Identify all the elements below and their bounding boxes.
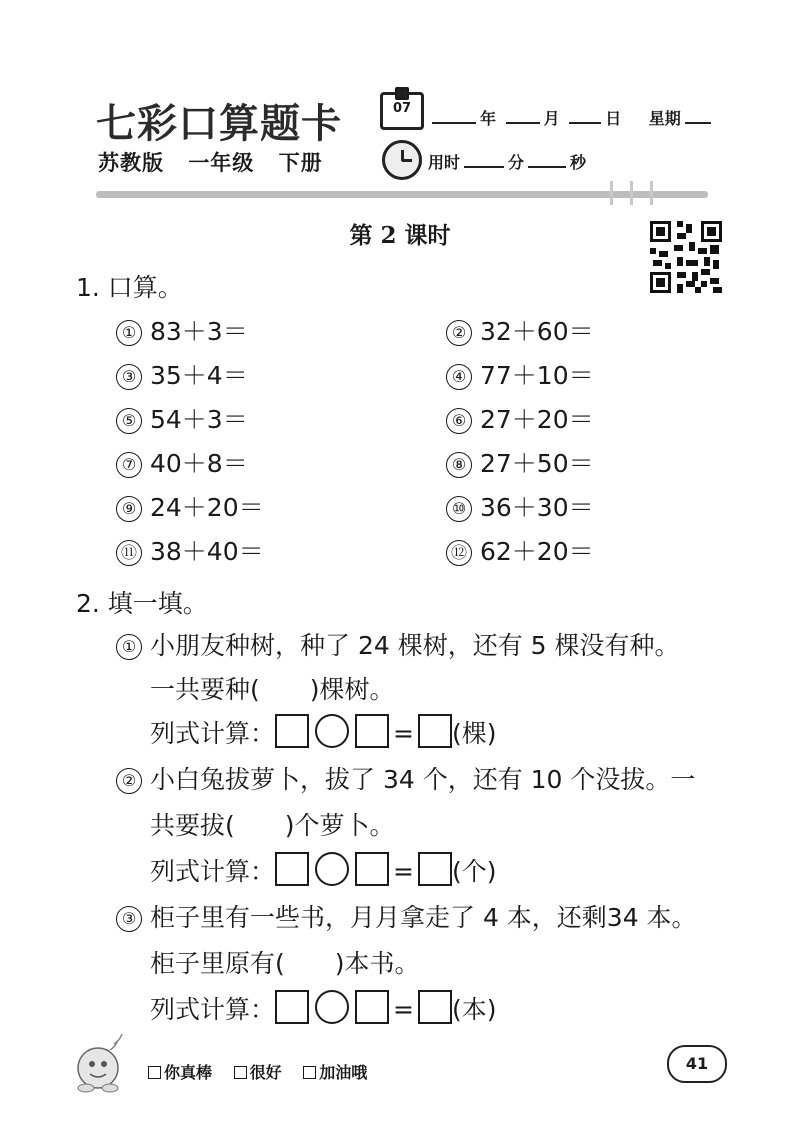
item-number: ⑨ [116, 496, 142, 522]
year-label: 年 [480, 109, 497, 128]
question-2-title: 2. 填一填。 [76, 589, 208, 618]
formula-label: 列式计算： [150, 719, 276, 748]
item-expression: 38＋40＝ [150, 537, 264, 566]
operator-circle[interactable] [315, 714, 349, 748]
date-fields [428, 106, 715, 129]
word-problem-1-line-2: 一共要种( )棵树。 [150, 675, 395, 704]
item-expression: 40＋8＝ [150, 449, 248, 478]
minutes-blank[interactable] [464, 152, 504, 168]
operator-circle[interactable] [315, 852, 349, 886]
item-number: ⑪ [116, 540, 142, 566]
item-number: ③ [116, 364, 142, 390]
unit-label: (个) [451, 857, 497, 886]
calendar-icon [380, 92, 424, 130]
item-expression: 27＋50＝ [480, 449, 594, 478]
year-blank[interactable] [432, 108, 476, 124]
lesson-title: 第 2 课时 [349, 222, 451, 249]
problem-text: 小朋友种树，种了 24 棵树，还有 5 棵没有种。 [150, 631, 680, 660]
self-rating [148, 1060, 383, 1083]
answer-box[interactable] [275, 714, 309, 748]
formula-row-2: 列式计算： = (个) [150, 852, 496, 888]
calc-item-6 [446, 400, 594, 436]
item-expression: 83＋3＝ [150, 317, 248, 346]
word-problem-3-line-1 [116, 898, 697, 934]
rating-option-good[interactable] [234, 1063, 282, 1082]
problem-number: ③ [116, 906, 142, 932]
answer-box[interactable] [355, 852, 389, 886]
minutes-label: 分 [508, 153, 525, 172]
word-problem-3-line-2: 柜子里原有( )本书。 [150, 949, 420, 978]
answer-box[interactable] [418, 990, 452, 1024]
time-used-label: 用时 [428, 153, 461, 172]
calc-item-5 [116, 400, 248, 436]
word-problem-2-line-1 [116, 760, 695, 796]
calc-item-8 [446, 444, 594, 480]
edition-info [98, 147, 339, 177]
weekday-label: 星期 [648, 109, 681, 128]
calc-item-7 [116, 444, 248, 480]
mascot-icon [70, 1032, 128, 1094]
item-expression: 27＋20＝ [480, 405, 594, 434]
item-expression: 32＋60＝ [480, 317, 594, 346]
item-number: ④ [446, 364, 472, 390]
problem-number: ① [116, 634, 142, 660]
answer-box[interactable] [275, 990, 309, 1024]
edition-volume: 下册 [278, 151, 323, 175]
item-expression: 77＋10＝ [480, 361, 594, 390]
calc-item-12 [446, 532, 594, 568]
calc-item-10 [446, 488, 594, 524]
rating-label: 很好 [249, 1063, 282, 1082]
seconds-label: 秒 [570, 153, 587, 172]
word-problem-2-line-2: 共要拔( )个萝卜。 [150, 811, 395, 840]
answer-box[interactable] [355, 990, 389, 1024]
time-fields [428, 150, 586, 173]
item-number: ⑧ [446, 452, 472, 478]
item-expression: 35＋4＝ [150, 361, 248, 390]
edition-grade: 一年级 [188, 151, 255, 175]
item-number: ① [116, 320, 142, 346]
calc-item-3 [116, 356, 248, 392]
checkbox-icon[interactable] [234, 1066, 247, 1079]
divider-decoration [608, 181, 668, 207]
rating-label: 加油哦 [319, 1063, 368, 1082]
rating-option-great[interactable] [148, 1063, 212, 1082]
calendar-icon-number: 07 [392, 101, 412, 116]
item-expression: 36＋30＝ [480, 493, 594, 522]
checkbox-icon[interactable] [303, 1066, 316, 1079]
formula-label: 列式计算： [150, 857, 276, 886]
item-number: ⑥ [446, 408, 472, 434]
rating-option-keep-going[interactable] [303, 1063, 367, 1082]
item-number: ⑤ [116, 408, 142, 434]
problem-number: ② [116, 768, 142, 794]
item-number: ⑦ [116, 452, 142, 478]
qr-code-icon[interactable] [650, 221, 722, 293]
item-number: ② [446, 320, 472, 346]
unit-label: (棵) [451, 719, 497, 748]
weekday-blank[interactable] [685, 108, 711, 124]
month-blank[interactable] [506, 108, 540, 124]
calc-item-1 [116, 312, 248, 348]
calc-item-9 [116, 488, 264, 524]
month-label: 月 [543, 109, 560, 128]
question-1-title: 1. 口算。 [76, 273, 183, 302]
item-expression: 54＋3＝ [150, 405, 248, 434]
item-number: ⑩ [446, 496, 472, 522]
problem-text: 小白兔拔萝卜，拔了 34 个，还有 10 个没拔。一 [150, 765, 696, 794]
formula-row-3: 列式计算： = (本) [150, 990, 496, 1026]
brand-title: 七彩口算题卡 [96, 101, 342, 147]
word-problem-1-line-1 [116, 626, 680, 662]
problem-text: 柜子里有一些书，月月拿走了 4 本，还剩34 本。 [150, 903, 697, 932]
day-label: 日 [605, 109, 622, 128]
item-expression: 24＋20＝ [150, 493, 264, 522]
page-number: 41 [667, 1045, 727, 1083]
answer-box[interactable] [418, 852, 452, 886]
operator-circle[interactable] [315, 990, 349, 1024]
formula-row-1: 列式计算： = (棵) [150, 714, 496, 750]
answer-box[interactable] [355, 714, 389, 748]
calc-item-4 [446, 356, 594, 392]
checkbox-icon[interactable] [148, 1066, 161, 1079]
day-blank[interactable] [569, 108, 601, 124]
calc-item-2 [446, 312, 594, 348]
answer-box[interactable] [275, 852, 309, 886]
clock-icon [382, 140, 422, 180]
calc-item-11 [116, 532, 264, 568]
rating-label: 你真棒 [164, 1063, 213, 1082]
item-number: ⑫ [446, 540, 472, 566]
item-expression: 62＋20＝ [480, 537, 594, 566]
answer-box[interactable] [418, 714, 452, 748]
unit-label: (本) [451, 995, 497, 1024]
edition-publisher: 苏教版 [98, 151, 164, 175]
formula-label: 列式计算： [150, 995, 276, 1024]
seconds-blank[interactable] [528, 152, 566, 168]
